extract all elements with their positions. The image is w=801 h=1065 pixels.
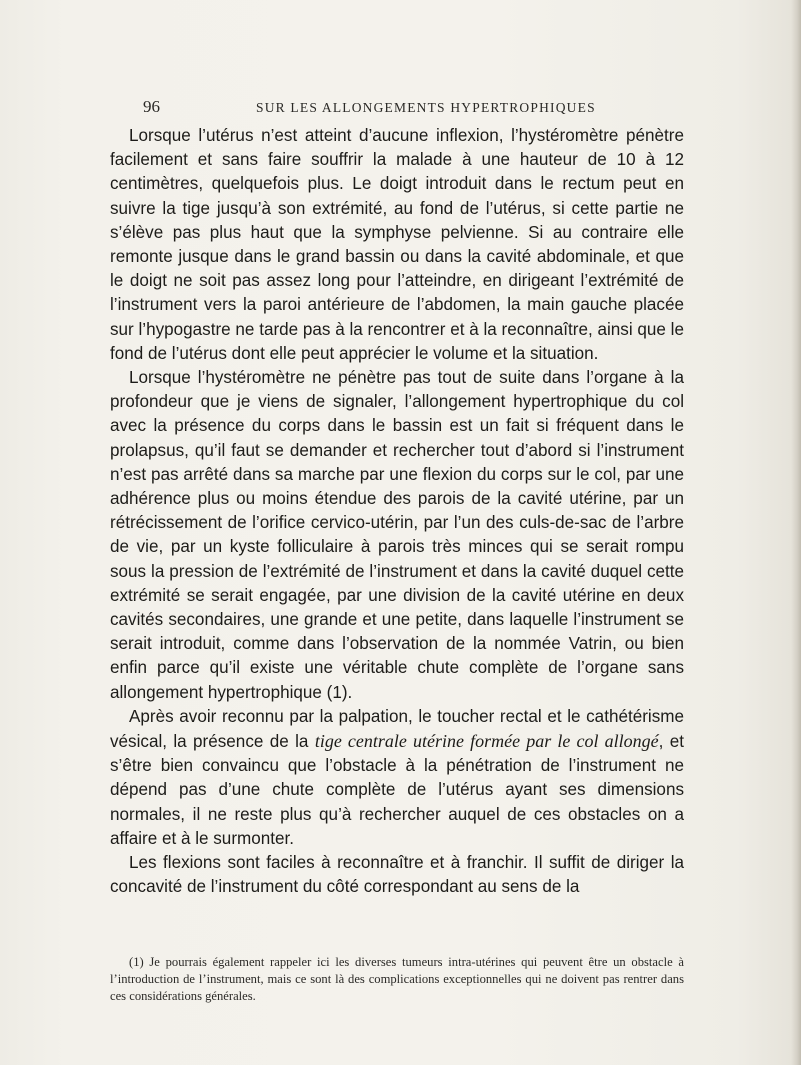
paragraph-3-after: , et s’être bien convaincu que l’obstacle à la pénétration de l’instrument ne dépend pas d’une chute complète de l’utérus ayant ses dimensions normales, il ne reste plus qu’à rechercher auquel de ces obstacles on a affaire et à le surmonter. bbox=[110, 732, 684, 848]
paragraph-3 bbox=[110, 705, 684, 851]
body-text bbox=[110, 124, 684, 900]
page-number: 96 bbox=[143, 97, 160, 116]
page-header bbox=[143, 97, 696, 122]
paragraph-1: Lorsque l’utérus n’est atteint d’aucune inflexion, l’hystéromètre pénètre facilement et sans faire souffrir la malade à une hauteur de 10 à 12 centimètres, quelquefois plus. Le doigt introduit dans le rectum peut en suivre la tige jusqu’à son extrémité, au fond de l’utérus, si cette partie ne s’élève pas plus haut que la symphyse pelvienne. Si au contraire elle remonte jusque dans le grand bassin ou dans la cavité abdominale, et que le doigt ne soit pas assez long pour l’atteindre, en dirigeant l’extrémité de l’instrument vers la paroi antérieure de l’abdomen, la main gauche placée sur l’hypogastre ne tarde pas à la rencontrer et à la reconnaître, ainsi que le fond de l’utérus dont elle peut apprécier le volume et la situation. bbox=[110, 126, 684, 363]
running-title: SUR LES ALLONGEMENTS HYPERTROPHIQUES bbox=[256, 100, 596, 115]
paragraph-3-emphasis: tige centrale utérine formée par le col allongé bbox=[314, 731, 659, 752]
page-edge-shadow bbox=[791, 0, 801, 1065]
paragraph-2: Lorsque l’hystéromètre ne pénètre pas tout de suite dans l’organe à la profondeur que je viens de signaler, l’allongement hypertrophique du col avec la présence du corps dans le bassin est un fait si fréquent dans le prolapsus, qu’il faut se demander et rechercher tout d’abord si l’instrument n’est pas arrêté dans sa marche par une flexion du corps sur le col, par une adhérence plus ou moins étendue des parois de la cavité utérine, par un rétrécissement de l’orifice cervico-utérin, par l’un des culs-de-sac de l’arbre de vie, par un kyste folliculaire à parois très minces qui se serait rompu sous la pression de l’extrémité de l’instrument et dans la cavité duquel cette extrémité se serait engagée, par une division de la cavité utérine en deux cavités secondaires, une grande et une petite, dans laquelle l’instrument se serait introduit, comme dans l’observation de la nommée Vatrin, ou bien enfin parce qu’il existe une véritable chute complète de l’organe sans allongement hypertrophique (1). bbox=[110, 368, 684, 702]
paragraph-4: Les flexions sont faciles à reconnaître et à franchir. Il suffit de diriger la concavité de l’instrument du côté correspondant au sens de la bbox=[110, 853, 684, 897]
paragraph-3-before: Après avoir reconnu par la palpation, le toucher rectal et le cathétérisme vésical, la présence de la bbox=[110, 706, 684, 752]
footnote: (1) Je pourrais également rappeler ici les diverses tumeurs intra-utérines qui peuvent être un obstacle à l’introduction de l’instrument, mais ce sont là des complications exceptionnelles qui ne doivent pas rentrer dans ces considérations générales. bbox=[110, 955, 684, 1004]
